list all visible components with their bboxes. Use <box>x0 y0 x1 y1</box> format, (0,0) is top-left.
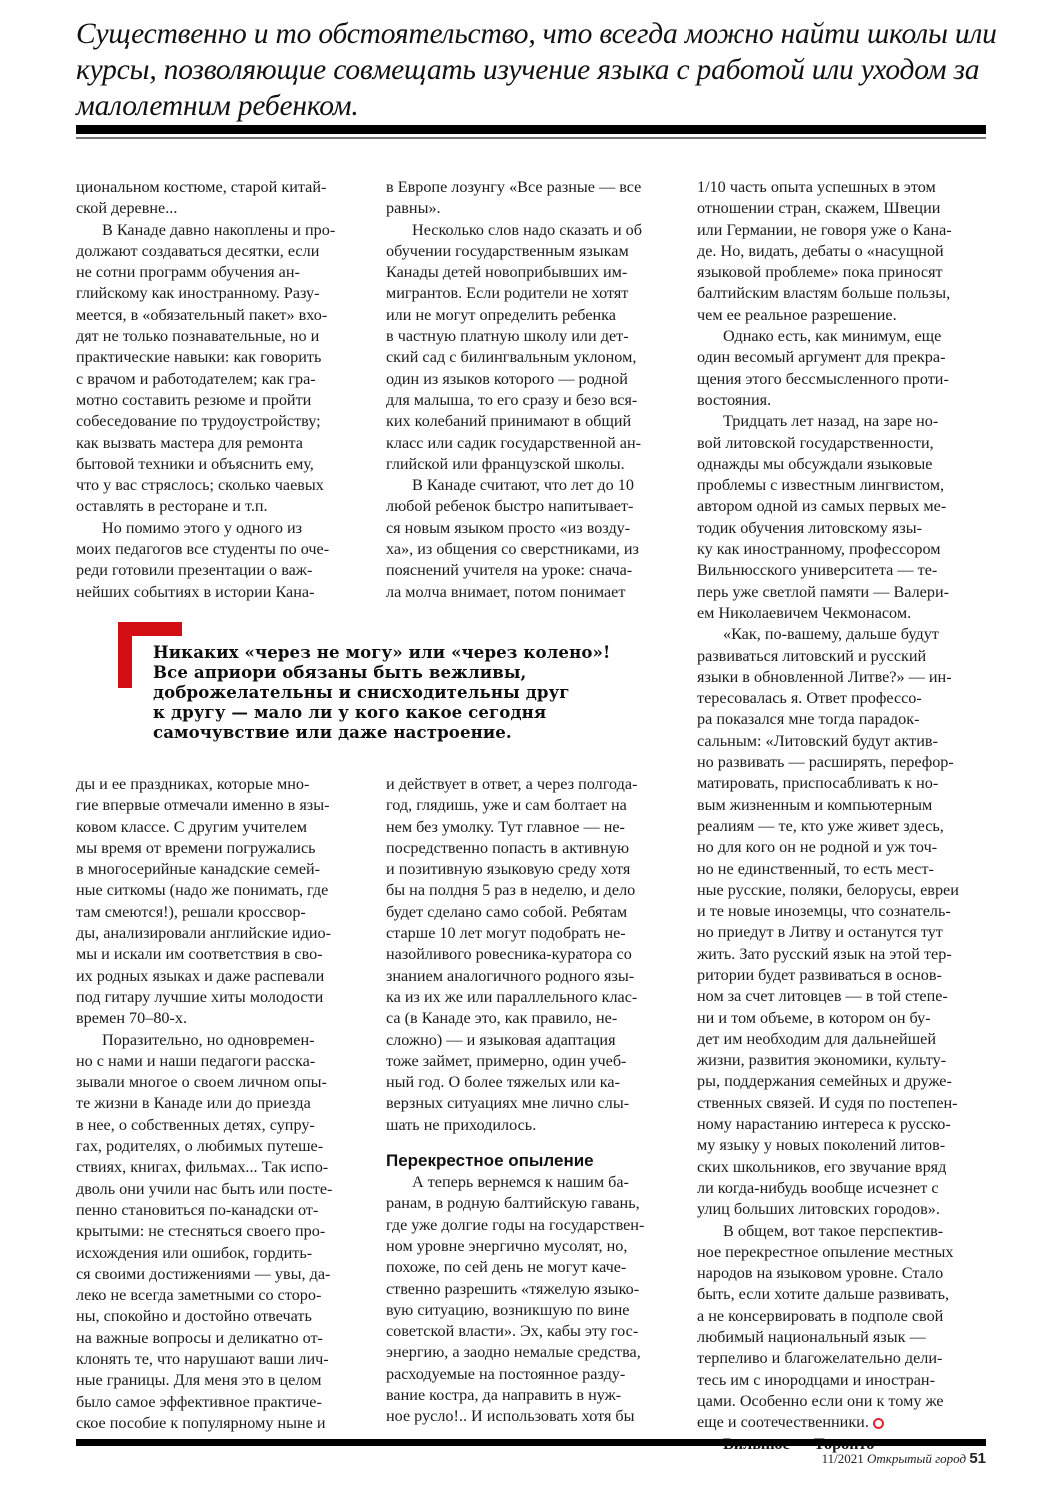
text-line: и позитивную языковую среду хотя <box>386 860 631 879</box>
text-line: ни и том объеме, в котором он бу- <box>697 1008 931 1027</box>
pull-quote-corner-mark-bar <box>118 622 132 688</box>
text-line: вание костра, да направить в нуж- <box>386 1386 622 1405</box>
text-line: один из языков которого — родной <box>386 369 628 388</box>
text-line: клонять те, что нарушают ваши лич- <box>76 1350 329 1369</box>
text-line: бытовой техники и объяснить ему, <box>76 454 314 473</box>
text-line: вым жизненным и компьютерным <box>697 795 933 814</box>
text-line: цами. Особенно если они к тому же <box>697 1391 944 1410</box>
text-line: ла молча внимает, потом понимает <box>386 582 626 601</box>
paragraph <box>76 774 358 1030</box>
text-line: что у вас стряслось; сколько чаевых <box>76 476 324 495</box>
text-line: ский сад с билингвальным уклоном, <box>386 348 637 367</box>
text-line: сальным: «Литовский будут актив- <box>697 731 938 750</box>
text-line: с врачом и работодателем; как гра- <box>76 369 316 388</box>
text-line: нейших событиях в истории Кана- <box>76 582 315 601</box>
text-line: са (в Канаде это, как правило, не- <box>386 1009 618 1028</box>
text-line: советской власти». Эх, кабы эту гос- <box>386 1322 639 1341</box>
text-line: пенно становиться по-канадски от- <box>76 1200 319 1219</box>
text-line: один весомый аргумент для прекра- <box>697 348 946 367</box>
text-line: ры, поддержания семейных и друже- <box>697 1072 952 1091</box>
text-line: тересовалась я. Ответ профессо- <box>697 689 922 708</box>
text-line: ка из их же или параллельного клас- <box>386 987 638 1006</box>
text-line: практические навыки: как говорить <box>76 348 322 367</box>
text-line: знанием аналогичного родного язы- <box>386 966 635 985</box>
paragraph <box>76 220 358 518</box>
text-line: глийскому как иностранному. Разу- <box>76 284 320 303</box>
text-line: де. Но, видать, дебаты о «насущной <box>697 241 944 260</box>
text-line: ковом классе. С другим учителем <box>76 817 308 836</box>
text-line: времен 70–80-х. <box>76 1009 188 1028</box>
text-line: но не единственный, то есть мест- <box>697 859 934 878</box>
text-line: на важные вопросы и деликатно от- <box>76 1328 323 1347</box>
text-line: исхождения или ошибок, гордить- <box>76 1243 313 1262</box>
text-line: Канады детей новоприбывших им- <box>386 263 628 282</box>
text-line: любой ребенок быстро напитывает- <box>386 497 634 516</box>
text-line: Однако есть, как минимум, еще <box>723 327 942 346</box>
text-line: отношении стран, скажем, Швеции <box>697 199 941 218</box>
paragraph <box>76 1030 358 1435</box>
text-line: ритории будет развиваться в основ- <box>697 965 942 984</box>
text-line: зывали многое о своем личном опы- <box>76 1073 327 1092</box>
text-line: ны, спокойно и достойно отвечать <box>76 1307 312 1326</box>
text-line: ся своими достижениями — увы, да- <box>76 1264 331 1283</box>
text-line: му языку у новых поколений литов- <box>697 1136 946 1155</box>
text-line: доброжелательны и снисходительны друг <box>153 682 570 702</box>
text-line: языки в обновленной Литве?» — ин- <box>697 667 952 686</box>
text-line: мигрантов. Если родители не хотят <box>386 284 629 303</box>
text-line: народов на языковом уровне. Стало <box>697 1264 944 1283</box>
text-line: в многосерийные канадские семей- <box>76 860 321 879</box>
text-line: ра показался мне тогда парадок- <box>697 710 920 729</box>
text-line: матировать, приспосабливать к но- <box>697 774 939 793</box>
text-line: чем ее реальное разрешение. <box>697 305 897 324</box>
text-line: будет сделано само собой. Ребятам <box>386 902 628 921</box>
text-line: было самое эффективное практиче- <box>76 1392 322 1411</box>
text-line: ем Николаевичем Чекмонасом. <box>697 603 912 622</box>
lead-quote <box>76 16 996 124</box>
text-line: ный год. О более тяжелых или ка- <box>386 1073 620 1092</box>
text-line: развиваться литовский и русский <box>697 646 927 665</box>
paragraph <box>697 1221 987 1434</box>
text-line: похоже, по сей день не могут каче- <box>386 1258 627 1277</box>
text-line: ном уровне энергично мусолят, но, <box>386 1236 628 1255</box>
text-line: ской деревне... <box>76 199 178 218</box>
section-subheading: Перекрестное опыление <box>386 1151 594 1171</box>
text-line: глийской или французской школы. <box>386 454 625 473</box>
text-line: Существенно и то обстоятельство, что всегда можно найти школы или <box>76 18 997 50</box>
text-line: ся новым языком просто «из возду- <box>386 518 631 537</box>
text-line: В Канаде считают, что лет до 10 <box>412 476 634 495</box>
text-line: мотно составить резюме и пройти <box>76 390 312 409</box>
text-line: циональном костюме, старой китай- <box>76 178 327 196</box>
text-line: жизни, развития экономики, культу- <box>697 1051 947 1070</box>
text-line: для малыша, то его сразу и безо вся- <box>386 390 638 409</box>
column-left-top <box>76 177 358 603</box>
text-line: ственных связей. И судя по постепен- <box>697 1093 958 1112</box>
text-line: леко не всегда заметными со сторо- <box>76 1286 322 1305</box>
text-line: их родных языках и даже распевали <box>76 966 325 985</box>
text-line: Вильнюсского университета — те- <box>697 561 938 580</box>
text-line: ха», из общения со сверстниками, из <box>386 540 639 559</box>
text-line: меется, в «обязательный пакет» вхо- <box>76 305 328 324</box>
text-line: улиц больших литовских городов». <box>697 1200 940 1219</box>
text-line: «Как, по-вашему, дальше будут <box>723 625 939 644</box>
text-line: В общем, вот такое перспектив- <box>723 1221 944 1240</box>
text-line: вую ситуацию, возникшую по вине <box>386 1300 630 1319</box>
text-line: год, глядишь, уже и сам болтает на <box>386 796 627 815</box>
text-line: энергию, а заодно немалые средства, <box>386 1343 641 1362</box>
text-line: дет им необходим для дальнейшей <box>697 1029 937 1048</box>
text-line: в нее, о собственных детях, супру- <box>76 1115 315 1134</box>
text-line: вой литовской государственности, <box>697 433 934 452</box>
text-line: тоже займет, примерно, один учеб- <box>386 1051 627 1070</box>
text-line: или Германии, не говоря уже о Кана- <box>697 220 952 239</box>
footer-rule <box>76 1439 986 1446</box>
text-line: ли когда-нибудь вообще исчезнет с <box>697 1178 939 1197</box>
paragraph <box>697 411 987 624</box>
text-line: языковой проблеме» пока приносят <box>697 263 943 282</box>
text-line: ды, анализировали английские идио- <box>76 924 331 943</box>
text-line: но для кого он не родной и уж точ- <box>697 838 938 857</box>
text-line: ные русские, поляки, белорусы, евреи <box>697 880 959 899</box>
page-number: 51 <box>969 1450 986 1467</box>
column-middle-top <box>386 177 668 603</box>
text-line: перь уже светлой памяти — Валери- <box>697 582 950 601</box>
text-line: Тридцать лет назад, на заре но- <box>723 412 939 431</box>
header-rule-thick <box>76 125 986 134</box>
text-line: ское пособие к популярному ныне и <box>76 1413 326 1432</box>
text-line: балтийским властям больше пользы, <box>697 284 951 303</box>
text-line: не сотни программ обучения ан- <box>76 263 300 282</box>
paragraph <box>697 624 987 1220</box>
text-line: Несколько слов надо сказать и об <box>412 220 642 239</box>
text-line: мы и искали им соответствия в сво- <box>76 945 323 964</box>
issue-number: 11/2021 <box>821 1451 864 1466</box>
text-line: под гитару лучшие хиты молодости <box>76 987 324 1006</box>
text-line: ды и ее праздниках, которые мно- <box>76 775 310 793</box>
text-line: пояснений учителя на уроке: снача- <box>386 561 633 580</box>
paragraph <box>386 475 668 603</box>
text-line: ному нарастанию интереса к русско- <box>697 1115 951 1134</box>
text-line: моих педагогов все студенты по оче- <box>76 540 330 559</box>
text-line: верзных ситуациях мне лично слы- <box>386 1094 630 1113</box>
text-line: быть, если хотите дальше развивать, <box>697 1285 950 1304</box>
text-line: те жизни в Канаде или до приезда <box>76 1094 311 1113</box>
text-line: гах, родителях, о любимых путеше- <box>76 1137 324 1156</box>
text-line: крытыми: не стесняться своего про- <box>76 1222 326 1241</box>
paragraph <box>697 326 987 411</box>
paragraph <box>386 220 668 476</box>
paragraph <box>386 774 668 1136</box>
header-rule-thin <box>76 137 986 139</box>
text-line: бы на полдня 5 раз в неделю, и дело <box>386 881 636 900</box>
page-footer <box>822 1450 986 1467</box>
text-line: ственно разрешить «тяжелую языко- <box>386 1279 640 1298</box>
text-line: Никаких «через не могу» или «через колено»! <box>153 642 611 662</box>
text-line: Поразительно, но одновремен- <box>102 1030 315 1049</box>
column-left-bottom <box>76 774 358 1434</box>
text-line: ное русло!.. И использовать хотя бы <box>386 1407 635 1426</box>
text-line: реалиям — те, кто уже живет здесь, <box>697 816 944 835</box>
paragraph <box>386 1172 668 1428</box>
text-line: самочувствие или даже настроение. <box>153 722 512 742</box>
text-line: собеседование по трудоустройству; <box>76 412 321 431</box>
text-line: ских школьников, его звучание вряд <box>697 1157 947 1176</box>
text-line: любимый национальный язык — <box>697 1328 926 1347</box>
text-line: востояния. <box>697 390 772 409</box>
text-line: Но помимо этого у одного из <box>102 518 303 537</box>
paragraph <box>697 177 987 326</box>
text-line: в частную платную школу или дет- <box>386 327 629 346</box>
text-line: но приедут в Литву и останутся тут <box>697 923 943 942</box>
text-line: и те новые иноземцы, что сознатель- <box>697 902 951 921</box>
text-line: однажды мы обсуждали языковые <box>697 454 933 473</box>
text-line: оставлять в ресторане и т.п. <box>76 497 268 516</box>
end-of-article-mark-icon <box>873 1418 884 1429</box>
paragraph <box>76 177 358 220</box>
text-line: расходуемые на постоянное разду- <box>386 1364 626 1383</box>
text-line: тодик обучения литовскому язы- <box>697 518 922 537</box>
text-line: а не консервировать в подполе свой <box>697 1306 944 1325</box>
text-line: Все априори обязаны быть вежливы, <box>153 662 527 682</box>
text-line: ном за счет литовцев — в той степе- <box>697 987 948 1006</box>
text-line: обучении государственным языкам <box>386 241 629 260</box>
text-line: ные ситкомы (надо же понимать, где <box>76 881 329 900</box>
pull-quote-text <box>153 642 673 742</box>
text-line: 1/10 часть опыта успешных в этом <box>697 178 936 196</box>
text-line: и действует в ответ, а через полгода- <box>386 775 638 793</box>
text-line: ку как иностранному, профессором <box>697 540 941 559</box>
text-line: в Европе лозунгу «Все разные — все <box>386 178 642 196</box>
magazine-title: Открытый город <box>866 1451 967 1466</box>
text-line: равны». <box>386 199 441 218</box>
text-line: должают создаваться десятки, если <box>76 241 320 260</box>
text-line: сложно) — и языковая адаптация <box>386 1030 616 1049</box>
text-line: там смеются!), решали кроссвор- <box>76 902 306 921</box>
text-line: назойливого ровесника-куратора со <box>386 945 632 964</box>
text-line: ствиях, книгах, фильмах... Так испо- <box>76 1158 329 1177</box>
text-line: шать не приходилось. <box>386 1115 537 1134</box>
column-right <box>697 177 987 1455</box>
text-line: терпеливо и благожелательно дели- <box>697 1349 943 1368</box>
text-line: реди готовили презентации о важ- <box>76 561 313 580</box>
text-line: А теперь вернемся к нашим ба- <box>412 1173 629 1192</box>
text-line: дволь они учили нас быть или посте- <box>76 1179 333 1198</box>
column-middle-bottom <box>386 774 668 1428</box>
text-line: или не могут определить ребенка <box>386 305 616 324</box>
text-line: дят не только познавательные, но и <box>76 327 320 346</box>
pull-quote <box>118 610 678 750</box>
text-line: ранам, в родную балтийскую гавань, <box>386 1194 640 1213</box>
text-line: жить. Зато русский язык на этой тер- <box>697 944 952 963</box>
text-line: ные границы. Для меня это в целом <box>76 1371 322 1390</box>
text-line: еще и соотечественники. <box>697 1412 987 1433</box>
text-line: мы время от времени погружались <box>76 838 316 857</box>
text-line: ких колебаний принимают в общий <box>386 412 632 431</box>
text-line: щения этого бессмысленного проти- <box>697 369 949 388</box>
text-line: нем без умолку. Тут главное — не- <box>386 817 625 836</box>
text-line: автором одной из самых первых ме- <box>697 497 947 516</box>
paragraph <box>386 177 668 220</box>
text-line: малолетним ребенком. <box>76 90 359 122</box>
text-line: но с нами и наши педагоги расска- <box>76 1051 316 1070</box>
text-line: но развивать — расширять, перефор- <box>697 753 954 772</box>
text-line: где уже долгие годы на государствен- <box>386 1215 645 1234</box>
text-line: класс или садик государственной ан- <box>386 433 642 452</box>
text-line: проблемы с известным лингвистом, <box>697 476 945 495</box>
text-line: старше 10 лет могут подобрать не- <box>386 924 626 943</box>
text-line: как вызвать мастера для ремонта <box>76 433 303 452</box>
text-line: В Канаде давно накоплены и про- <box>102 220 336 239</box>
text-line: курсы, позволяющие совмещать изучение языка с работой или уходом за <box>76 54 980 86</box>
text-line: ное перекрестное опыление местных <box>697 1242 954 1261</box>
text-line: к другу — мало ли у кого какое сегодня <box>153 702 547 722</box>
text-line: тесь им с инородцами и иностран- <box>697 1370 935 1389</box>
paragraph <box>76 518 358 603</box>
text-line: посредственно попасть в активную <box>386 838 630 857</box>
text-line: гие впервые отмечали именно в язы- <box>76 796 330 815</box>
